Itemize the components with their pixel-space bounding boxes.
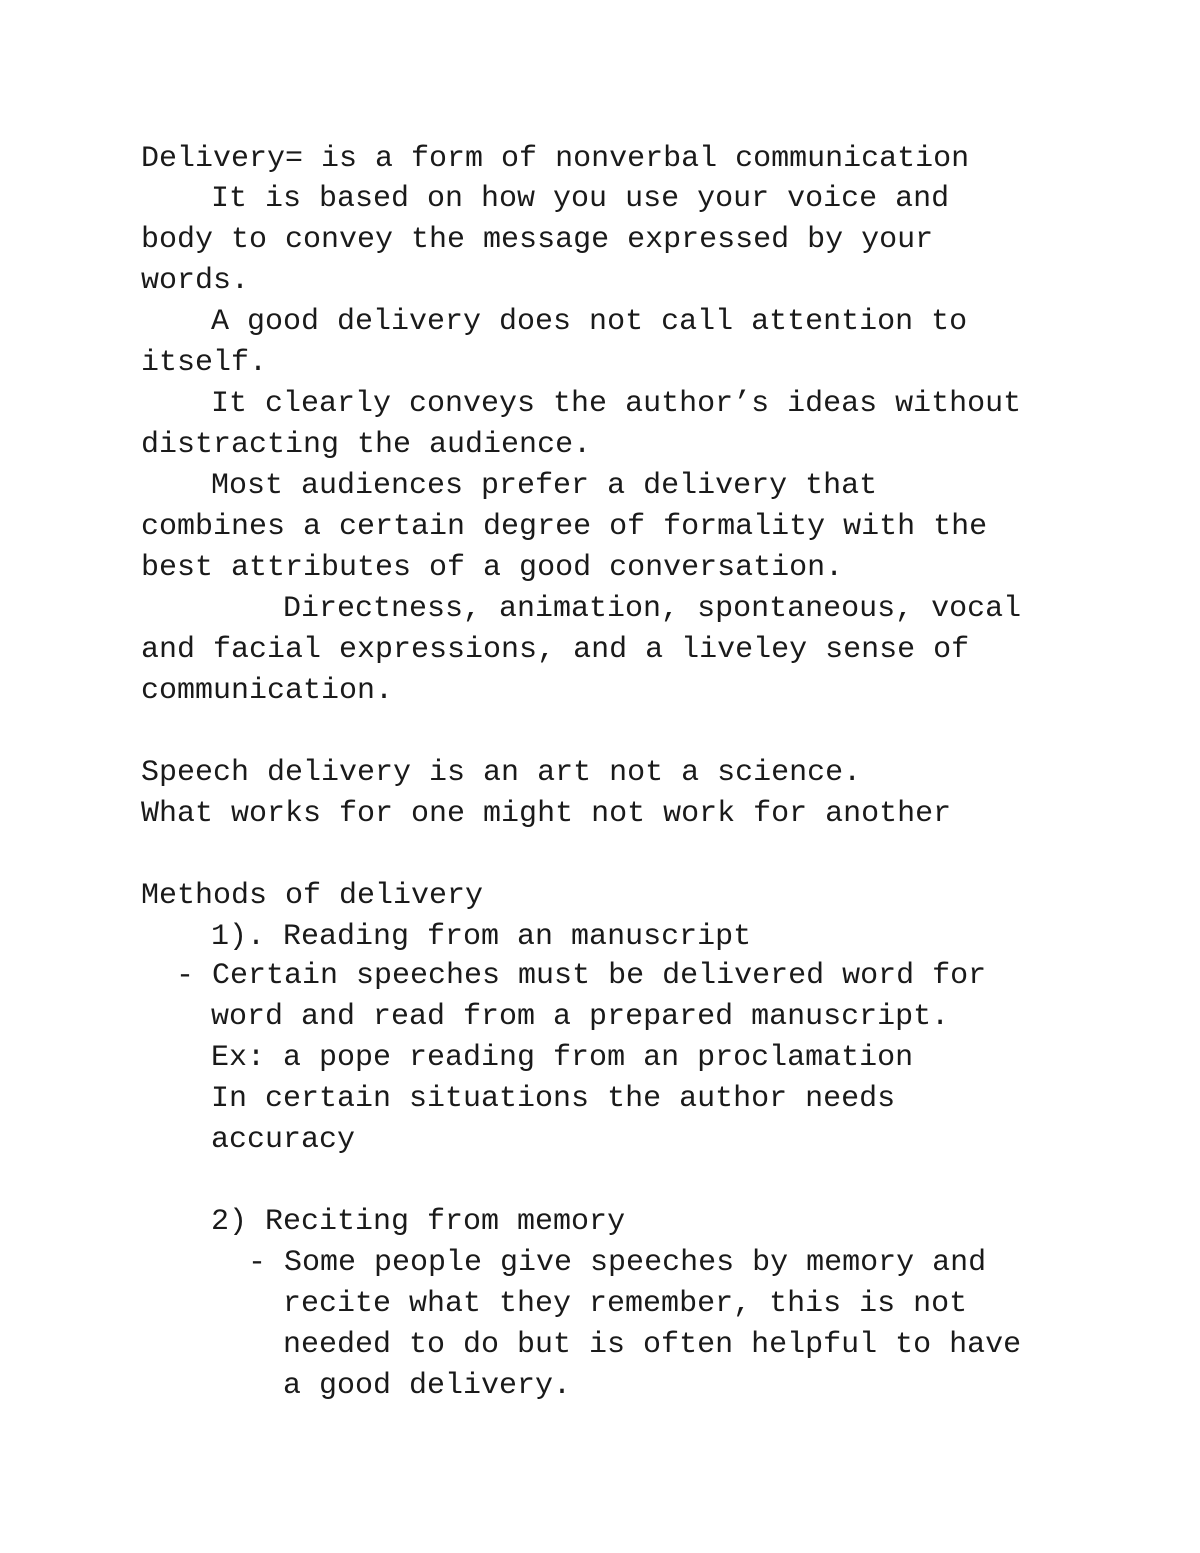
intro-line-12: Directness, animation, spontaneous, vocal bbox=[283, 592, 1022, 626]
intro-line-8: distracting the audience. bbox=[141, 428, 592, 462]
method-1-line-5: accuracy bbox=[211, 1123, 356, 1157]
intro-line-9: Most audiences prefer a delivery that bbox=[211, 469, 878, 503]
method-2-title: 2) Reciting from memory bbox=[211, 1205, 626, 1239]
art-line-1: Speech delivery is an art not a science. bbox=[141, 756, 862, 790]
intro-line-4: words. bbox=[141, 264, 250, 298]
intro-line-1: Delivery= is a form of nonverbal communication bbox=[141, 142, 970, 176]
intro-line-3: body to convey the message expressed by your bbox=[141, 223, 934, 257]
intro-line-14: communication. bbox=[141, 674, 394, 708]
intro-line-5: A good delivery does not call attention to bbox=[211, 305, 968, 339]
method-2-line-4: a good delivery. bbox=[283, 1369, 572, 1403]
art-line-2: What works for one might not work for another bbox=[141, 797, 952, 831]
intro-line-7: It clearly conveys the author’s ideas without bbox=[211, 387, 1022, 421]
intro-line-2: It is based on how you use your voice and bbox=[211, 182, 950, 216]
method-2-line-2: recite what they remember, this is not bbox=[283, 1287, 968, 1321]
intro-line-11: best attributes of a good conversation. bbox=[141, 551, 844, 585]
method-1-title: 1). Reading from an manuscript bbox=[211, 920, 752, 954]
method-2-line-1: - Some people give speeches by memory and bbox=[248, 1246, 987, 1280]
method-2-line-3: needed to do but is often helpful to have bbox=[283, 1328, 1022, 1362]
method-1-line-4: In certain situations the author needs bbox=[211, 1082, 896, 1116]
methods-heading: Methods of delivery bbox=[141, 879, 484, 913]
intro-line-6: itself. bbox=[141, 346, 268, 380]
method-1-line-2: word and read from a prepared manuscript. bbox=[211, 1000, 950, 1034]
intro-line-10: combines a certain degree of formality with the bbox=[141, 510, 988, 544]
intro-line-13: and facial expressions, and a liveley sense of bbox=[141, 633, 970, 667]
method-1-line-3: Ex: a pope reading from an proclamation bbox=[211, 1041, 914, 1075]
method-1-line-1: - Certain speeches must be delivered word for bbox=[176, 959, 987, 993]
